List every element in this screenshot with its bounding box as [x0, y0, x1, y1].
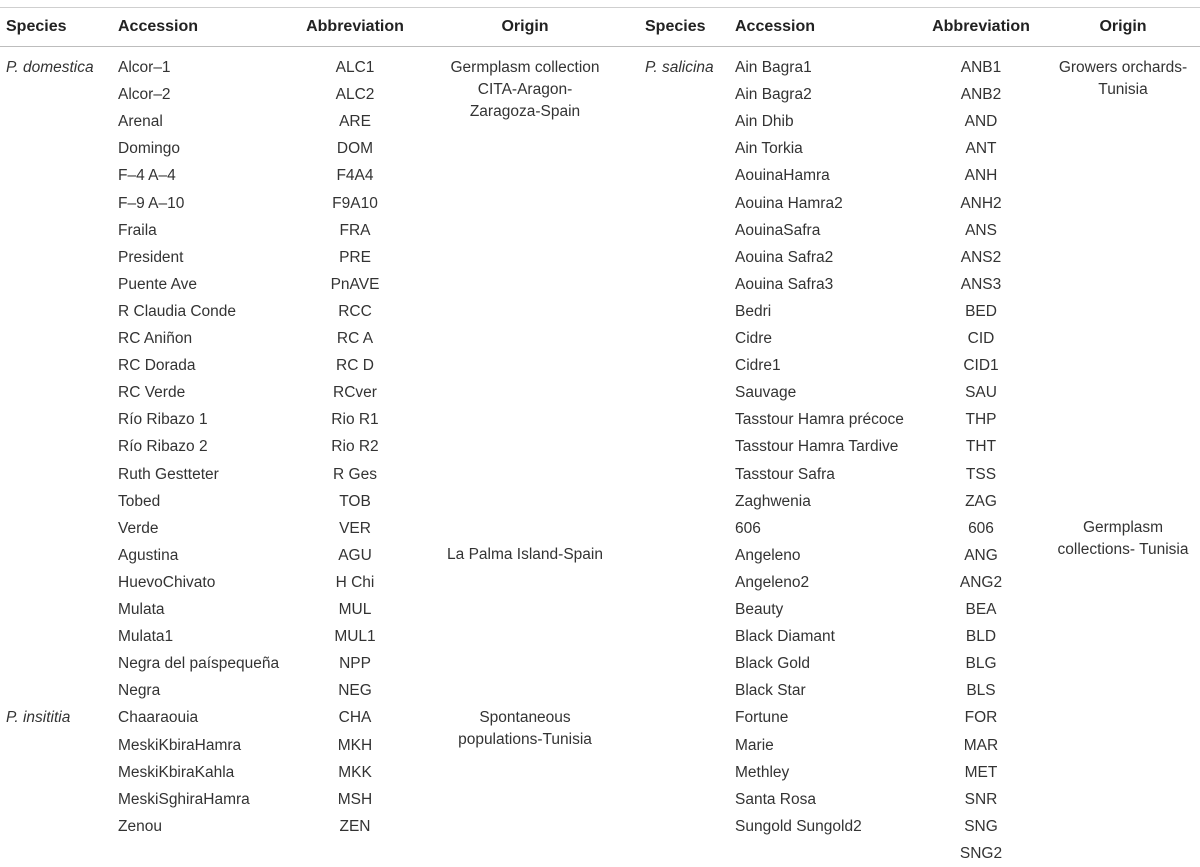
accession-cell: MeskiKbiraHamra: [118, 736, 242, 754]
accession-cell: Mulata: [118, 601, 165, 618]
abbreviation-cell: BLS: [966, 682, 996, 700]
abbreviation-cell: ANB1: [960, 59, 1002, 76]
abbreviation-cell: DOM: [336, 140, 374, 158]
accession-cell: HuevoChivato: [118, 573, 216, 591]
accession-cell: Chaaraouia: [118, 709, 199, 727]
accession-cell: Ain Bagra1: [735, 59, 812, 76]
abbreviation-cell: ANB2: [960, 86, 1002, 104]
abbreviation-cell: ANG2: [959, 573, 1003, 591]
abbreviation-cell: ANS3: [960, 275, 1002, 293]
accession-cell: F–4 A–4: [118, 167, 176, 185]
abbreviation-cell: PRE: [339, 248, 371, 266]
accession-cell: Marie: [735, 736, 774, 754]
abbreviation-cell: CID: [967, 330, 995, 347]
abbreviation-cell: MAR: [963, 736, 999, 754]
abbreviation-cell: MUL: [338, 601, 372, 618]
abbreviation-cell: H Chi: [335, 573, 375, 591]
accession-cell: Domingo: [118, 140, 181, 158]
header-origin-left: Origin: [501, 18, 549, 35]
origin-cell: [447, 544, 603, 566]
header-abbreviation-left: Abbreviation: [306, 18, 404, 35]
accession-cell: Zenou: [118, 817, 162, 835]
abbreviation-cell: ALC1: [335, 59, 375, 76]
accession-cell: Santa Rosa: [735, 790, 816, 808]
origin-cell: [1058, 517, 1189, 561]
abbreviation-cell: RC A: [336, 330, 374, 347]
abbreviation-cell: ANH: [964, 167, 998, 185]
abbreviation-cell: AGU: [338, 546, 372, 564]
origin-line: Germplasm: [1082, 519, 1164, 537]
abbreviation-cell: THP: [965, 411, 997, 429]
abbreviation-cell: ANH2: [960, 194, 1002, 212]
accession-cell: Cidre: [735, 330, 773, 347]
accession-cell: Negra del paíspequeña: [118, 655, 280, 673]
header-abbreviation-right: Abbreviation: [932, 18, 1030, 35]
origin-cell: [450, 57, 599, 123]
abbreviation-cell: R Ges: [333, 465, 377, 483]
accession-cell: Sauvage: [735, 384, 797, 402]
accession-cell: Agustina: [118, 546, 179, 564]
accession-cell: MeskiKbiraKahla: [118, 763, 235, 781]
species-cell: P. domestica: [6, 59, 94, 76]
abbreviation-cell: MSH: [337, 790, 373, 808]
accession-cell: Black Gold: [735, 655, 810, 673]
header-species-left: Species: [6, 18, 67, 35]
accession-cell: Río Ribazo 1: [118, 411, 208, 429]
origin-line: Tunisia: [1098, 80, 1148, 98]
origin-line: populations-Tunisia: [458, 730, 592, 748]
accession-cell: Alcor–1: [118, 59, 171, 76]
accession-cell: AouinaSafra: [735, 221, 821, 239]
origin-line: CITA-Aragon-: [477, 80, 573, 98]
accession-cell: Arenal: [118, 113, 163, 131]
accession-cell: RC Aniñon: [118, 330, 193, 347]
abbreviation-cell: BED: [965, 302, 997, 320]
species-cell: P. salicina: [645, 59, 714, 76]
accession-cell: Tasstour Hamra Tardive: [735, 438, 899, 456]
accession-cell: Fortune: [735, 709, 789, 727]
accession-cell: Puente Ave: [118, 275, 198, 293]
abbreviation-cell: VER: [339, 519, 371, 537]
abbreviation-cell: ANG: [964, 546, 998, 564]
abbreviation-cell: CHA: [338, 709, 372, 727]
accession-cell: Aouina Hamra2: [735, 194, 843, 212]
header-accession-right: Accession: [735, 18, 816, 35]
abbreviation-cell: MUL1: [334, 628, 376, 646]
accession-cell: Angeleno: [735, 546, 801, 564]
abbreviation-cell: 606: [968, 519, 994, 537]
accession-cell: Aouina Safra2: [735, 248, 834, 266]
abbreviation-cell: MKH: [337, 736, 373, 754]
accession-cell: Bedri: [735, 302, 772, 320]
abbreviation-cell: RCver: [333, 384, 377, 402]
origin-line: Zaragoza-Spain: [469, 102, 581, 120]
origin-line: collections- Tunisia: [1057, 541, 1189, 559]
abbreviation-cell: THT: [965, 438, 997, 456]
abbreviation-cell: BLG: [965, 655, 997, 673]
abbreviation-cell: BEA: [965, 601, 997, 618]
origin-line: Germplasm collection: [450, 58, 600, 76]
abbreviation-cell: NPP: [339, 655, 371, 673]
accession-cell: AouinaHamra: [735, 167, 830, 185]
abbreviation-cell: PnAVE: [330, 275, 380, 293]
abbreviation-cell: SNG: [964, 817, 998, 835]
accession-cell: R Claudia Conde: [118, 302, 237, 320]
abbreviation-cell: MET: [964, 763, 998, 781]
abbreviation-cell: BLD: [965, 628, 997, 646]
header-species-right: Species: [645, 18, 706, 35]
accession-cell: Black Star: [735, 682, 806, 700]
abbreviation-cell: ANS2: [960, 248, 1002, 266]
abbreviation-cell: ANS: [965, 221, 997, 239]
accession-cell: Negra: [118, 682, 161, 700]
accession-cell: Black Diamant: [735, 628, 835, 646]
table-header-rule: [0, 46, 1200, 47]
abbreviation-cell: ARE: [339, 113, 371, 131]
abbreviation-cell: SNG2: [959, 844, 1003, 862]
abbreviation-cell: TSS: [965, 465, 997, 483]
origin-line: Spontaneous: [479, 708, 571, 726]
accession-cell: Cidre1: [735, 357, 781, 375]
abbreviation-cell: F9A10: [332, 194, 378, 212]
abbreviation-cell: Rio R2: [331, 438, 379, 456]
abbreviation-cell: FOR: [964, 709, 998, 727]
accession-cell: RC Dorada: [118, 357, 196, 375]
accession-cell: Zaghwenia: [735, 492, 811, 510]
origin-line: Growers orchards-: [1058, 58, 1188, 76]
table-top-rule: [0, 7, 1200, 8]
abbreviation-cell: MKK: [338, 763, 372, 781]
abbreviation-cell: ALC2: [335, 86, 375, 104]
accession-cell: Ain Torkia: [735, 140, 803, 158]
header-accession-left: Accession: [118, 18, 199, 35]
accession-cell: Alcor–2: [118, 86, 171, 104]
accession-cell: Beauty: [735, 601, 784, 618]
abbreviation-cell: ANT: [965, 140, 997, 158]
origin-line: La Palma Island-Spain: [447, 546, 603, 564]
abbreviation-cell: SNR: [964, 790, 998, 808]
accession-cell: Ain Dhib: [735, 113, 794, 131]
abbreviation-cell: RCC: [338, 302, 372, 320]
accession-cell: Mulata1: [118, 628, 174, 646]
accession-cell: MeskiSghiraHamra: [118, 790, 250, 808]
abbreviation-cell: ZAG: [965, 492, 997, 510]
accession-cell: Aouina Safra3: [735, 275, 834, 293]
abbreviation-cell: NEG: [338, 682, 372, 700]
accession-cell: President: [118, 248, 184, 266]
abbreviation-cell: AND: [964, 113, 998, 131]
accession-cell: 606: [735, 519, 761, 537]
accession-cell: F–9 A–10: [118, 194, 185, 212]
accession-cell: RC Verde: [118, 384, 186, 402]
origin-cell: [458, 707, 592, 751]
accession-cell: Tobed: [118, 492, 161, 510]
accession-cell: Methley: [735, 763, 790, 781]
abbreviation-cell: Rio R1: [331, 411, 379, 429]
abbreviation-cell: SAU: [965, 384, 997, 402]
accession-cell: Tasstour Hamra précoce: [735, 411, 904, 429]
abbreviation-cell: CID1: [963, 357, 999, 375]
abbreviation-cell: RC D: [336, 357, 374, 375]
accession-cell: Fraila: [118, 221, 157, 239]
accession-cell: Verde: [118, 519, 159, 537]
abbreviation-cell: FRA: [339, 221, 371, 239]
header-origin-right: Origin: [1099, 18, 1147, 35]
accession-cell: Sungold Sungold2: [735, 817, 862, 835]
accession-cell: Tasstour Safra: [735, 465, 835, 483]
species-cell: P. insititia: [6, 709, 71, 727]
origin-cell: [1059, 57, 1187, 101]
abbreviation-cell: TOB: [339, 492, 371, 510]
accession-cell: Río Ribazo 2: [118, 438, 208, 456]
abbreviation-cell: F4A4: [336, 167, 374, 185]
abbreviation-cell: ZEN: [339, 817, 371, 835]
accession-cell: Ruth Gestteter: [118, 465, 219, 483]
accession-cell: Angeleno2: [735, 573, 810, 591]
accession-cell: Ain Bagra2: [735, 86, 812, 104]
